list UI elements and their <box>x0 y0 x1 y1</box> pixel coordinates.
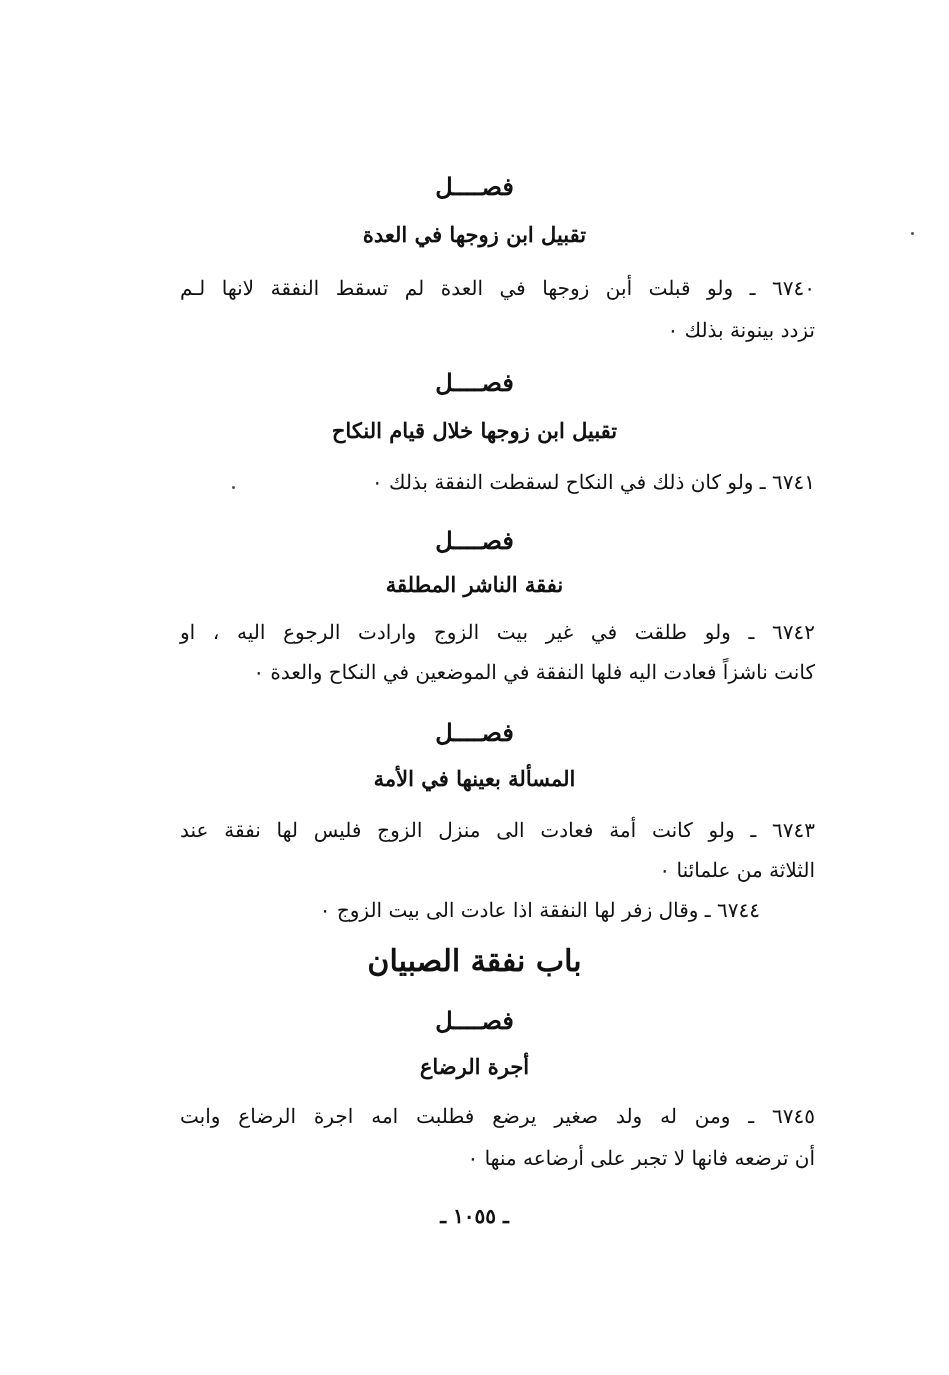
section-title: نفقة الناشر المطلقة <box>385 572 564 597</box>
chapter-title: باب نفقة الصبيان <box>367 944 582 979</box>
section-title: تقبيل ابن زوجها في العدة <box>362 222 587 247</box>
scan-speck <box>232 486 235 489</box>
paragraph-line: ٦٧٤١ ـ ولو كان ذلك في النكاح لسقطت النفقة بذلك ٠ <box>371 470 815 494</box>
paragraph-line: ٦٧٤٢ ـ ولو طلقت في غير بيت الزوج وارادت الرجوع اليه ، او <box>180 620 815 644</box>
scan-speck <box>911 232 914 235</box>
paragraph-line: تزدد بينونة بذلك ٠ <box>667 318 815 342</box>
paragraph-line: ٦٧٤٤ ـ وقال زفر لها النفقة اذا عادت الى بيت الزوج ٠ <box>319 898 760 922</box>
section-title: تقبيل ابن زوجها خلال قيام النكاح <box>331 418 618 443</box>
section-title: أجرة الرضاع <box>419 1054 530 1079</box>
section-heading: فصــــل <box>435 172 514 201</box>
paragraph-line: الثلاثة من علمائنا ٠ <box>659 858 815 882</box>
paragraph-line: أن ترضعه فانها لا تجبر على أرضاعه منها ٠ <box>467 1146 815 1170</box>
paragraph-line: ٦٧٤٠ ـ ولو قبلت أبن زوجها في العدة لم تسقط النفقة لانها لـم <box>180 276 815 300</box>
paragraph-line: ٦٧٤٥ ـ ومن له ولد صغير يرضع فطلبت امه اجرة الرضاع وابت <box>180 1104 815 1128</box>
section-heading: فصــــل <box>435 1006 514 1035</box>
page-number: ـ ١٠٥٥ ـ <box>440 1204 509 1228</box>
paragraph-line: ٦٧٤٣ ـ ولو كانت أمة فعادت الى منزل الزوج فليس لها نفقة عند <box>180 818 815 842</box>
section-heading: فصــــل <box>435 718 514 747</box>
section-heading: فصــــل <box>435 368 514 397</box>
paragraph-line: كانت ناشزاً فعادت اليه فلها النفقة في الموضعين في النكاح والعدة ٠ <box>253 660 815 684</box>
section-heading: فصــــل <box>435 526 514 555</box>
section-title: المسألة بعينها في الأمة <box>373 766 576 791</box>
